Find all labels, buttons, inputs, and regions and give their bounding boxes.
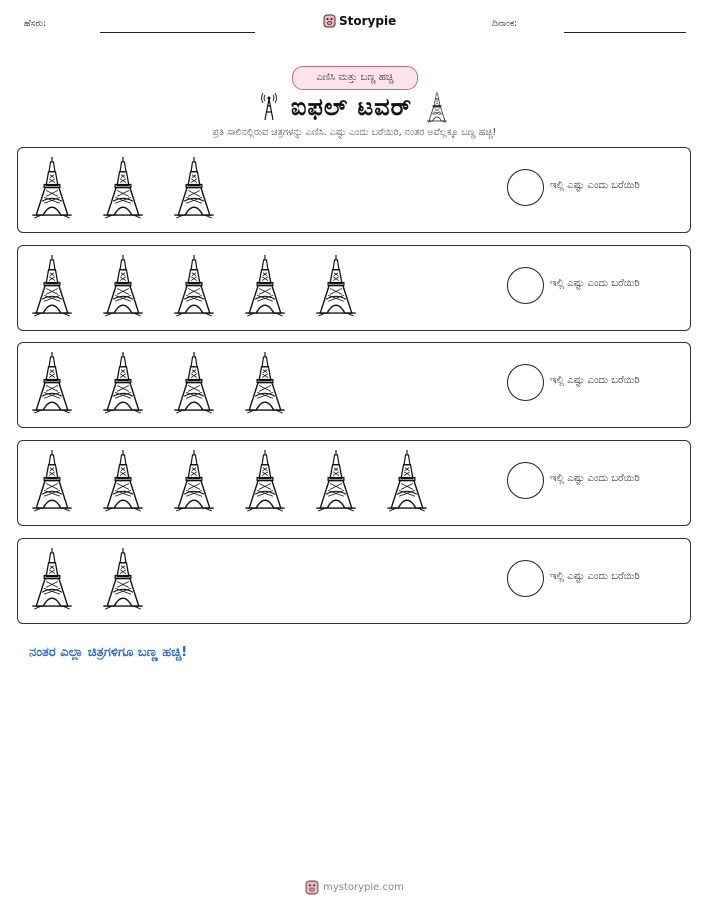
- eiffel-tower-icon: [101, 254, 145, 317]
- eiffel-tower-icon: [101, 449, 145, 512]
- answer-circle[interactable]: [507, 364, 544, 401]
- title-row: [0, 90, 709, 124]
- eiffel-tower-icon: [172, 156, 216, 219]
- counting-row: [17, 147, 691, 233]
- counting-row: [17, 342, 691, 428]
- name-label: ಹೆಸರು:: [24, 19, 47, 29]
- brand-name: Storypie: [339, 14, 397, 28]
- write-prompt: ಇಲ್ಲಿ ಎಷ್ಟು ಎಂದು ಬರೆಯಿರಿ: [550, 571, 640, 582]
- date-write-line: [564, 32, 686, 33]
- eiffel-tower-icon: [172, 449, 216, 512]
- eiffel-tower-icon: [172, 254, 216, 317]
- tower-group: [30, 449, 429, 512]
- eiffel-tower-icon: [172, 351, 216, 414]
- eiffel-tower-icon: [314, 254, 358, 317]
- page-header: [0, 14, 709, 38]
- site-footer: [0, 880, 709, 895]
- page-title: ಐಫಲ್ ಟವರ್: [290, 93, 413, 121]
- eiffel-tower-icon: [30, 449, 74, 512]
- activity-badge: ಎಣಿಸಿ ಮತ್ತು ಬಣ್ಣ ಹಚ್ಚಿ: [292, 66, 418, 90]
- eiffel-tower-icon: [30, 351, 74, 414]
- eiffel-tower-icon: [101, 547, 145, 610]
- pig-mascot-icon: [323, 14, 336, 28]
- answer-circle[interactable]: [507, 462, 544, 499]
- eiffel-tower-icon: [30, 547, 74, 610]
- tower-group: [30, 254, 358, 317]
- write-prompt: ಇಲ್ಲಿ ಎಷ್ಟು ಎಂದು ಬರೆಯಿರಿ: [550, 278, 640, 289]
- eiffel-tower-icon: [426, 91, 448, 123]
- counting-row: [17, 440, 691, 526]
- site-url: mystorypie.com: [323, 882, 404, 893]
- counting-row: [17, 538, 691, 624]
- date-label: ದಿನಾಂಕ:: [492, 19, 518, 29]
- tower-group: [30, 547, 145, 610]
- answer-circle[interactable]: [507, 560, 544, 597]
- eiffel-tower-icon: [385, 449, 429, 512]
- eiffel-tower-icon: [101, 156, 145, 219]
- eiffel-tower-icon: [243, 351, 287, 414]
- write-prompt: ಇಲ್ಲಿ ಎಷ್ಟು ಎಂದು ಬರೆಯಿರಿ: [550, 375, 640, 386]
- write-prompt: ಇಲ್ಲಿ ಎಷ್ಟು ಎಂದು ಬರೆಯಿರಿ: [550, 473, 640, 484]
- answer-circle[interactable]: [507, 267, 544, 304]
- tower-group: [30, 351, 287, 414]
- counting-row: [17, 245, 691, 331]
- eiffel-tower-icon: [243, 449, 287, 512]
- answer-circle[interactable]: [507, 169, 544, 206]
- write-prompt: ಇಲ್ಲಿ ಎಷ್ಟು ಎಂದು ಬರೆಯಿರಿ: [550, 180, 640, 191]
- eiffel-tower-icon: [30, 254, 74, 317]
- eiffel-tower-icon: [101, 351, 145, 414]
- brand-logo: [323, 14, 396, 28]
- instructions: ಪ್ರತಿ ಸಾಲಿನಲ್ಲಿರುವ ಚಿತ್ರಗಳನ್ನು ಎಣಿಸಿ. ಎಷ್ಟು ಎಂದು ಬರೆಯಿರಿ, ನಂತರ ಅವೆಲ್ಲಕ್ಕೂ ಬಣ್ಣ ಹಚ್ಚಿ!: [212, 127, 497, 138]
- eiffel-tower-icon: [314, 449, 358, 512]
- eiffel-tower-icon: [30, 156, 74, 219]
- name-write-line: [100, 32, 255, 33]
- footer-note: ನಂತರ ಎಲ್ಲಾ ಚಿತ್ರಗಳಿಗೂ ಬಣ್ಣ ಹಚ್ಚಿ!: [29, 645, 188, 660]
- pig-mascot-icon: [305, 880, 319, 895]
- eiffel-tower-icon: [243, 254, 287, 317]
- tower-group: [30, 156, 216, 219]
- radio-tower-icon: [261, 93, 277, 121]
